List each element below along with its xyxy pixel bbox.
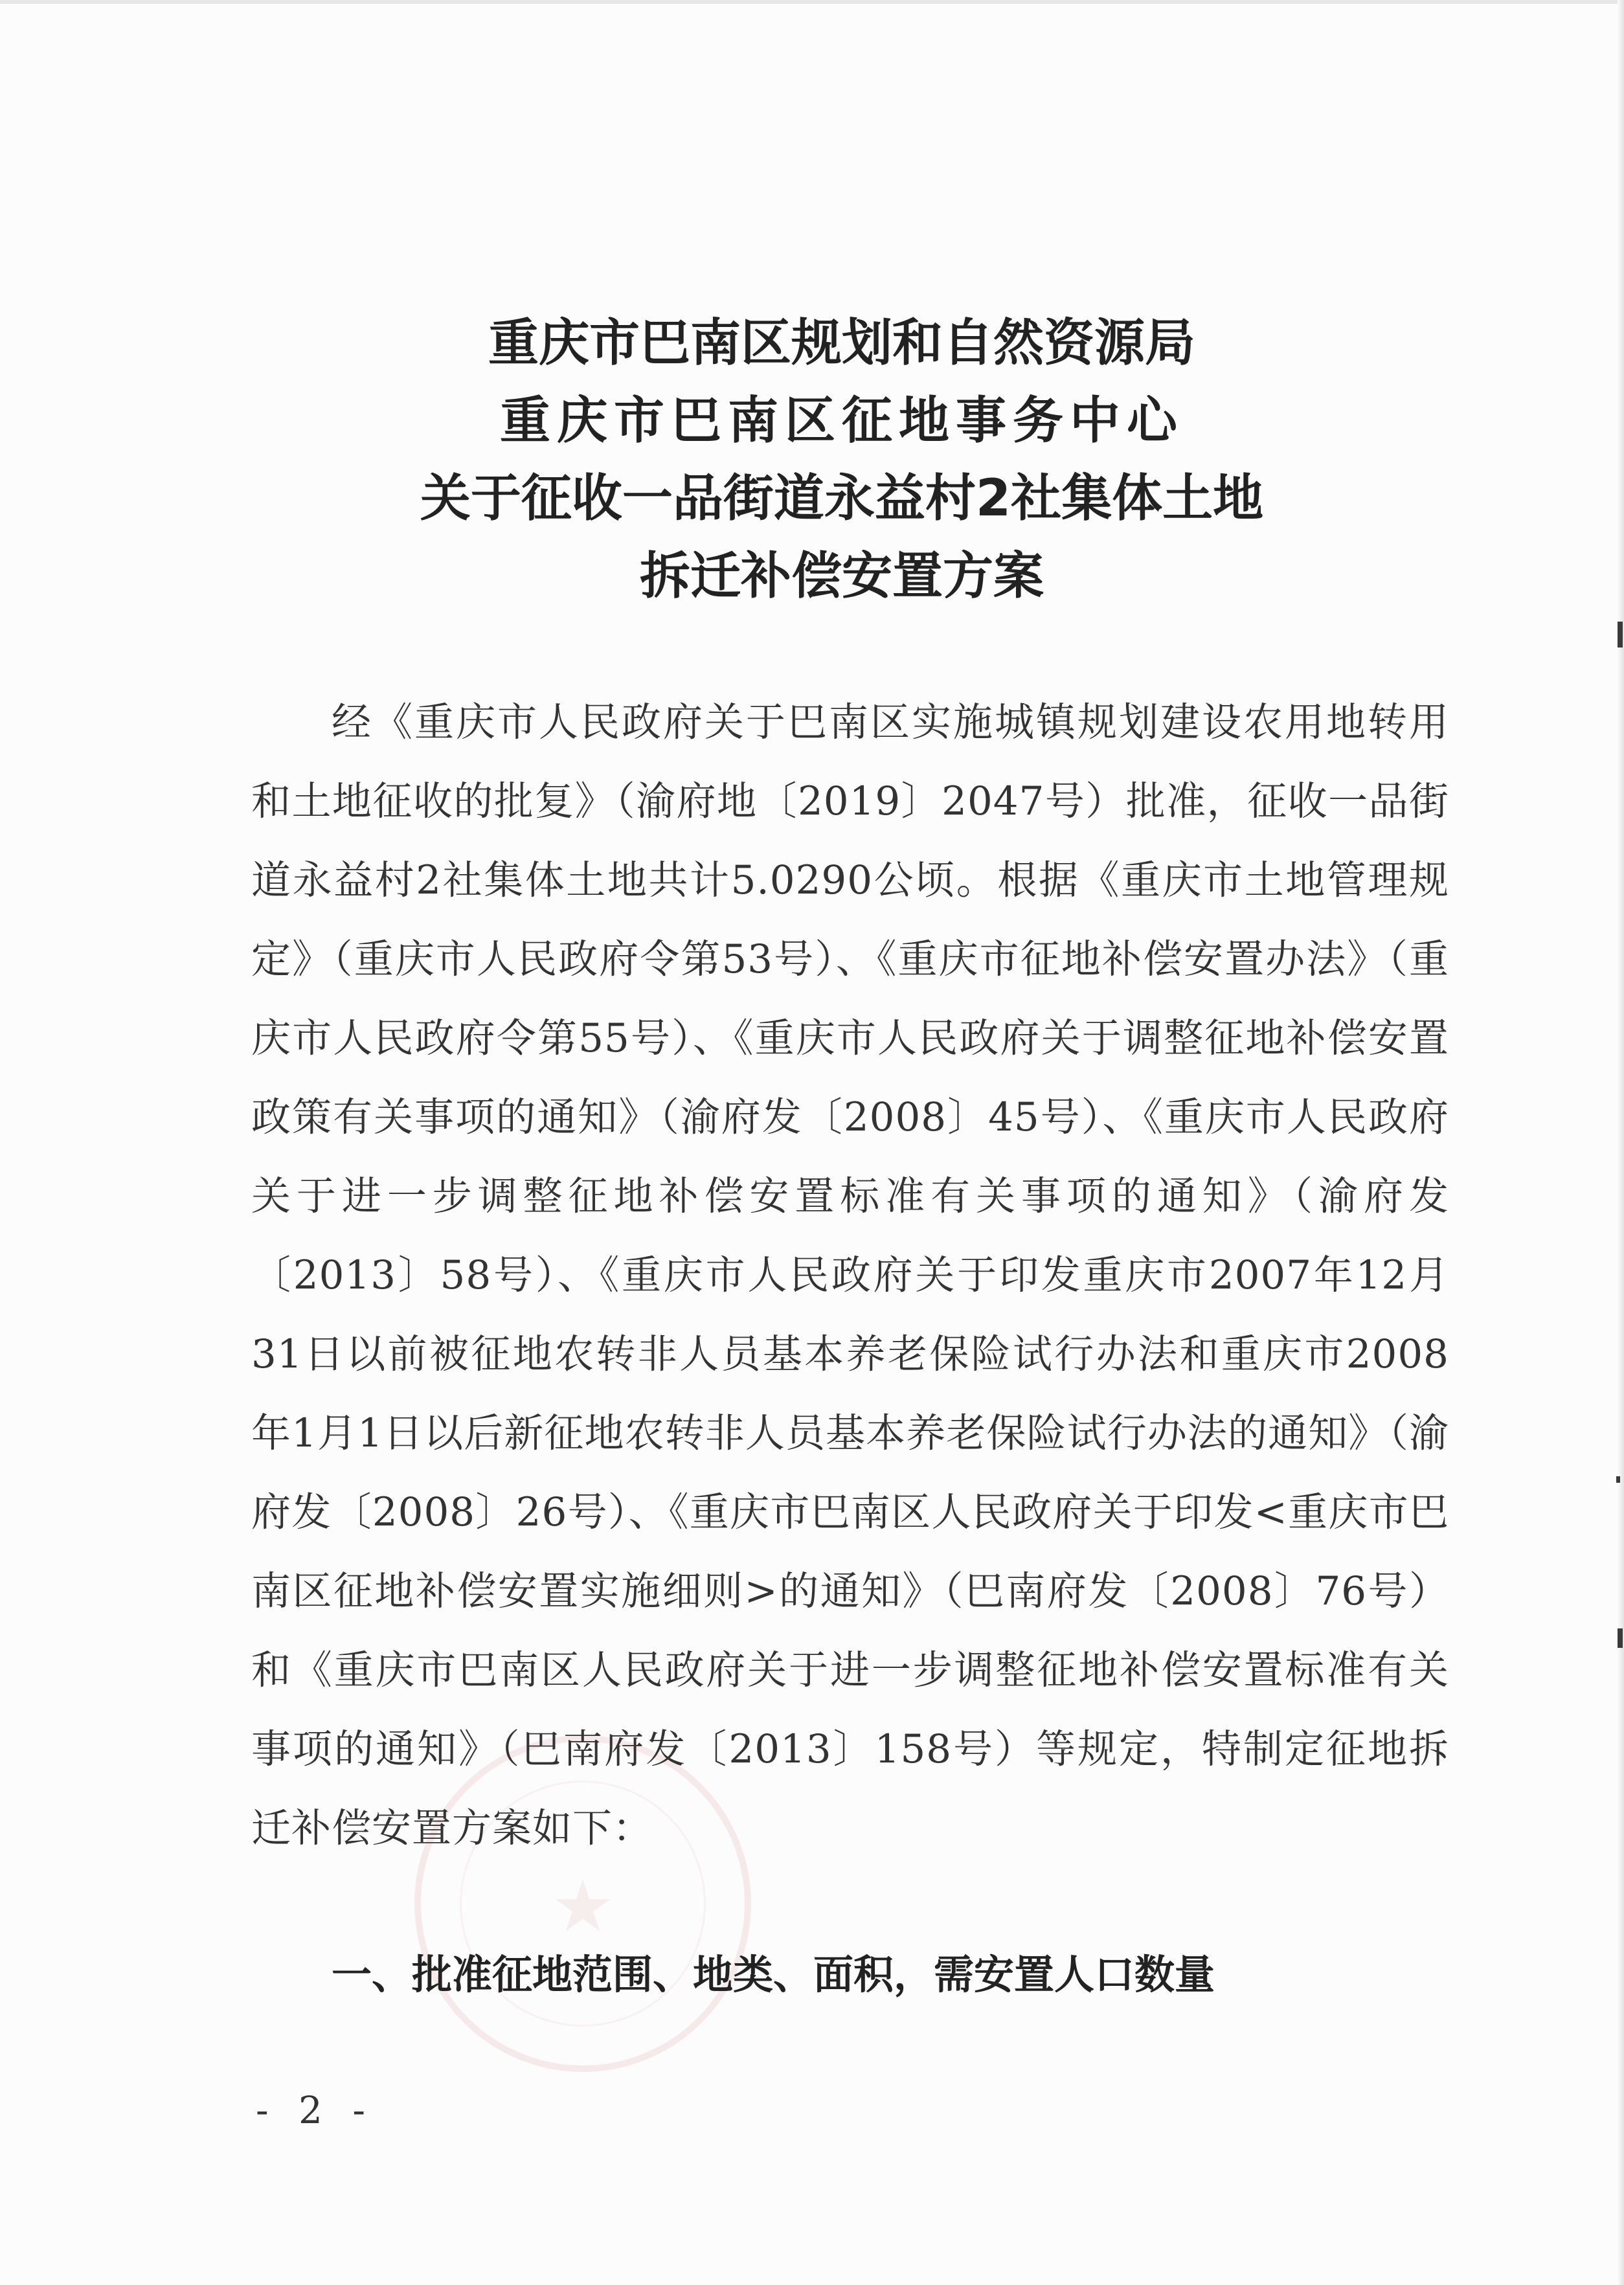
scan-binding-mark (1616, 1476, 1620, 1483)
scan-binding-mark (1618, 622, 1623, 647)
section-heading-1: 一、批准征地范围、地类、面积，需安置人口数量 (332, 1951, 1215, 1998)
title-line-subject: 关于征收一品街道永益村2社集体土地 (420, 469, 1264, 528)
page-number: - 2 - (256, 2088, 374, 2132)
document-title (246, 304, 1438, 615)
title-line-plan: 拆迁补偿安置方案 (639, 547, 1044, 605)
document-body (251, 683, 1449, 1868)
star-icon: ★ (550, 1865, 615, 1948)
scan-edge-top (0, 0, 1624, 4)
body-paragraph: 经《重庆市人民政府关于巴南区实施城镇规划建设农用地转用和土地征收的批复》（渝府地〔2019〕2047号）批准，征收一品街道永益村2社集体土地共计5.0290公顷。根据《重庆市土地管理规定》（重庆市人民政府令第53号）、《重庆市征地补偿安置办法》（重庆市人民政府令第55号）、《重庆市人民政府关于调整征地补偿安置政策有关事项的通知》（渝府发〔2008〕45号）、《重庆市人民政府关于进一步调整征地补偿安置标准有关事项的通知》（渝府发〔2013〕58号）、《重庆市人民政府关于印发重庆市2007年12月31日以前被征地农转非人员基本养老保险试行办法和重庆市2008年1月1日以后新征地农转非人员基本养老保险试行办法的通知》（渝府发〔2008〕26号）、《重庆市巴南区人民政府关于印发<重庆市巴南区征地补偿安置实施细则>的通知》（巴南府发〔2008〕76号）和《重庆市巴南区人民政府关于进一步调整征地补偿安置标准有关事项的通知》（巴南府发〔2013〕158号）等规定，特制定征地拆迁补偿安置方案如下： (251, 699, 1449, 1851)
title-line-issuer-1: 重庆市巴南区规划和自然资源局 (488, 314, 1195, 372)
scan-binding-mark (1618, 1628, 1623, 1648)
scan-edge-right (1618, 0, 1624, 2285)
title-line-issuer-2: 重庆市巴南区征地事务中心 (499, 392, 1184, 450)
